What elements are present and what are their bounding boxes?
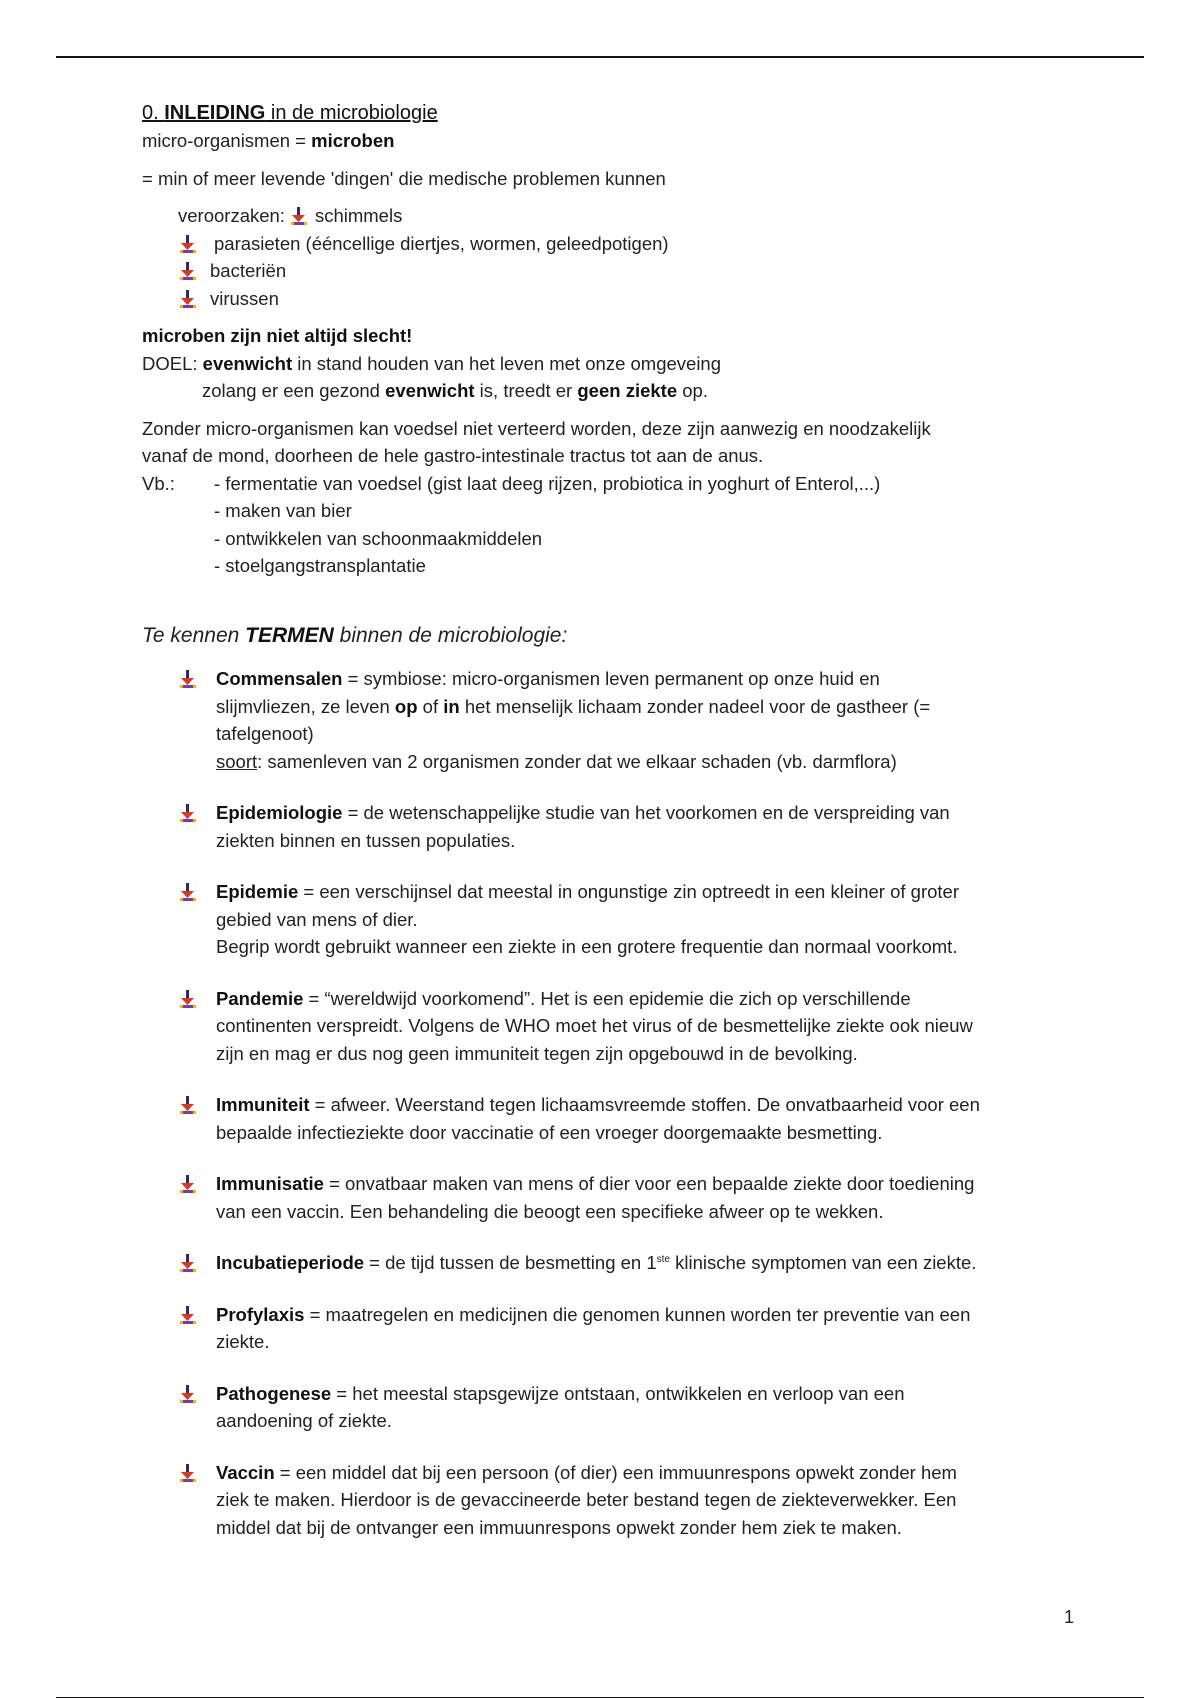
causes-first-line: veroorzaken: schimmels xyxy=(178,205,403,226)
arrow-bullet-icon xyxy=(180,990,196,1008)
arrow-bullet-icon xyxy=(180,1096,196,1114)
term-pathogenese: Pathogenese = het meestal stapsgewijze ontstaan, ontwikkelen en verloop van een aandoening of ziekte. xyxy=(142,1380,1082,1435)
arrow-bullet-icon xyxy=(180,1464,196,1482)
list-item: - fermentatie van voedsel (gist laat deeg rijzen, probiotica in yoghurt of Enterol,...) xyxy=(214,472,881,494)
goal-line-2: zolang er een gezond evenwicht is, treedt er geen ziekte op. xyxy=(202,380,708,401)
arrow-bullet-icon xyxy=(180,1254,196,1272)
term-epidemie: Epidemie = een verschijnsel dat meestal in ongunstige zin optreedt in een kleiner of groter gebied van mens of dier. Begrip wordt gebruikt wanneer een ziekte in een grotere frequentie dan normaal voorkomt. xyxy=(142,878,1082,961)
arrow-bullet-icon xyxy=(180,670,196,688)
term-epidemiologie: Epidemiologie = de wetenschappelijke studie van het voorkomen en de verspreiding van ziekten binnen en tussen populaties. xyxy=(142,799,1082,854)
arrow-bullet-icon xyxy=(180,804,196,822)
list-item: virussen xyxy=(142,285,1082,313)
goal-line-1: DOEL: evenwicht in stand houden van het leven met onze omgeveing xyxy=(142,352,722,374)
term-incubatieperiode: Incubatieperiode = de tijd tussen de besmetting en 1ste klinische symptomen van een ziekte. xyxy=(142,1249,1082,1277)
term-vaccin: Vaccin = een middel dat bij een persoon (of dier) een immuunrespons opwekt zonder hem ziek te maken. Hierdoor is de gevaccineerde beter bestand tegen de ziekteverwekker. Een middel dat bij de ontvanger een immuunrespons opwekt zonder hem ziek te maken. xyxy=(142,1459,1082,1542)
terms-heading: Te kennen TERMEN binnen de microbiologie: xyxy=(142,623,568,647)
arrow-bullet-icon xyxy=(180,262,196,280)
header-rule xyxy=(56,56,1144,58)
list-item: bacteriën xyxy=(142,257,1082,285)
page-number: 1 xyxy=(1063,1607,1074,1627)
footer-rule xyxy=(56,1697,1144,1698)
zonder-line-2: vanaf de mond, doorheen de hele gastro-intestinale tractus tot aan de anus. xyxy=(142,445,764,466)
document-page xyxy=(142,99,1082,1541)
example-label: Vb.: xyxy=(142,472,175,494)
list-item: - ontwikkelen van schoonmaakmiddelen xyxy=(214,527,543,549)
arrow-bullet-icon xyxy=(180,883,196,901)
term-profylaxis: Profylaxis = maatregelen en medicijnen die genomen kunnen worden ter preventie van een ziekte. xyxy=(142,1301,1082,1356)
arrow-bullet-icon xyxy=(291,207,307,225)
list-item: - maken van bier xyxy=(214,500,352,521)
arrow-bullet-icon xyxy=(180,1306,196,1324)
arrow-bullet-icon xyxy=(180,1175,196,1193)
zonder-line-1: Zonder micro-organismen kan voedsel niet verteerd worden, deze zijn aanwezig en noodzakelijk xyxy=(142,417,931,439)
arrow-bullet-icon xyxy=(180,235,196,253)
list-item: parasieten (ééncellige diertjes, wormen, geleedpotigen) xyxy=(142,230,1082,258)
goal-heading: microben zijn niet altijd slecht! xyxy=(142,325,413,346)
intro-line-1: micro-organismen = microben xyxy=(142,130,395,151)
example-list xyxy=(142,470,1082,580)
intro-line-2: = min of meer levende 'dingen' die medische problemen kunnen xyxy=(142,167,666,189)
term-immunisatie: Immunisatie = onvatbaar maken van mens of dier voor een bepaalde ziekte door toediening van een vaccin. Een behandeling die beoogt een specifieke afweer op te wekken. xyxy=(142,1170,1082,1225)
list-item: - stoelgangstransplantatie xyxy=(214,555,426,576)
arrow-bullet-icon xyxy=(180,1385,196,1403)
term-immuniteit: Immuniteit = afweer. Weerstand tegen lichaamsvreemde stoffen. De onvatbaarheid voor een bepaalde infectieziekte door vaccinatie of een vroeger doorgemaakte besmetting. xyxy=(142,1091,1082,1146)
arrow-bullet-icon xyxy=(180,290,196,308)
terms-list xyxy=(142,665,1082,1541)
term-pandemie: Pandemie = “wereldwijd voorkomend”. Het is een epidemie die zich op verschillende continenten verspreidt. Volgens de WHO moet het virus of de besmettelijke ziekte ook nieuw zijn en mag er dus nog geen immuniteit tegen zijn opgebouwd in de bevolking. xyxy=(142,985,1082,1068)
page-title: 0. INLEIDING in de microbiologie xyxy=(142,102,438,124)
term-commensalen: Commensalen = symbiose: micro-organismen leven permanent op onze huid en slijmvliezen, ze leven op of in het menselijk lichaam zonder nadeel voor de gastheer (= tafelgenoot) soort: samenleven van 2 organismen zonder dat we elkaar schaden (vb. darmflora) xyxy=(142,665,1082,775)
